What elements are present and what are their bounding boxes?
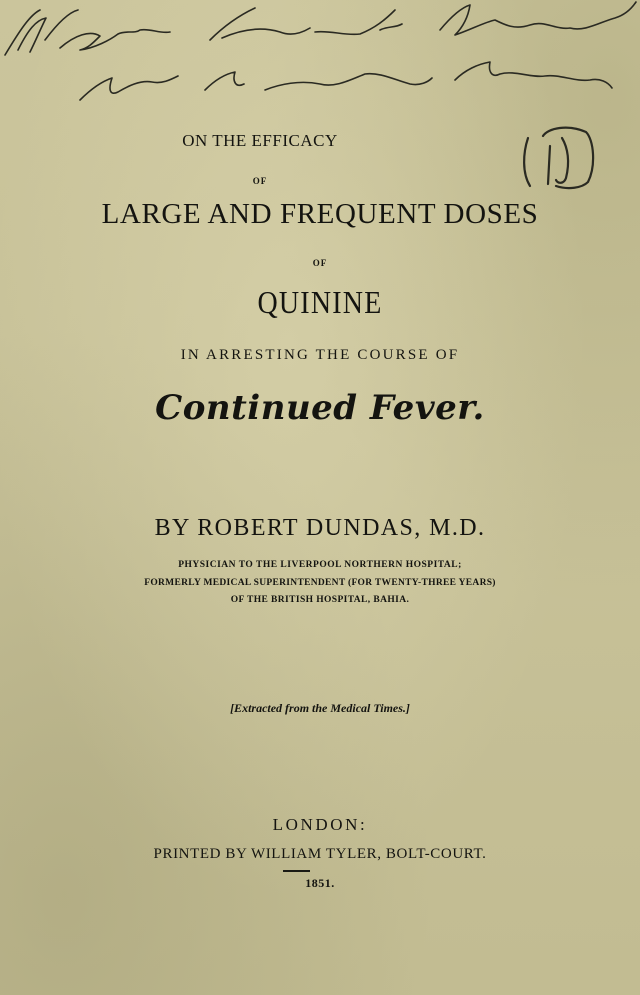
title-line-continued-fever: Continued Fever. [155, 388, 485, 428]
title-line-arresting: IN ARRESTING THE COURSE OF [180, 347, 460, 363]
title-line-quinine: QUININE [257, 285, 383, 322]
author-credential-3: OF THE BRITISH HOSPITAL, BAHIA. [230, 595, 410, 605]
title-connector-of: OF [252, 176, 268, 186]
author-credential-1: PHYSICIAN TO THE LIVERPOOL NORTHERN HOSPITAL; [178, 560, 462, 570]
title-line-large-doses: LARGE AND FREQUENT DOSES [101, 198, 539, 230]
handwritten-inscription [0, 0, 640, 120]
imprint-printer: PRINTED BY WILLIAM TYLER, BOLT-COURT. [153, 846, 487, 862]
year-divider [283, 870, 310, 872]
source-note: [Extracted from the Medical Times.] [230, 701, 410, 715]
imprint-year: 1851. [305, 876, 335, 890]
title-connector-of-2: OF [312, 258, 328, 268]
title-line-efficacy: ON THE EFFICACY [182, 131, 338, 150]
author-line: BY ROBERT DUNDAS, M.D. [154, 515, 486, 541]
imprint-city: LONDON: [272, 815, 368, 834]
author-credential-2: FORMERLY MEDICAL SUPERINTENDENT (FOR TWENTY-THREE YEARS) [144, 578, 496, 588]
